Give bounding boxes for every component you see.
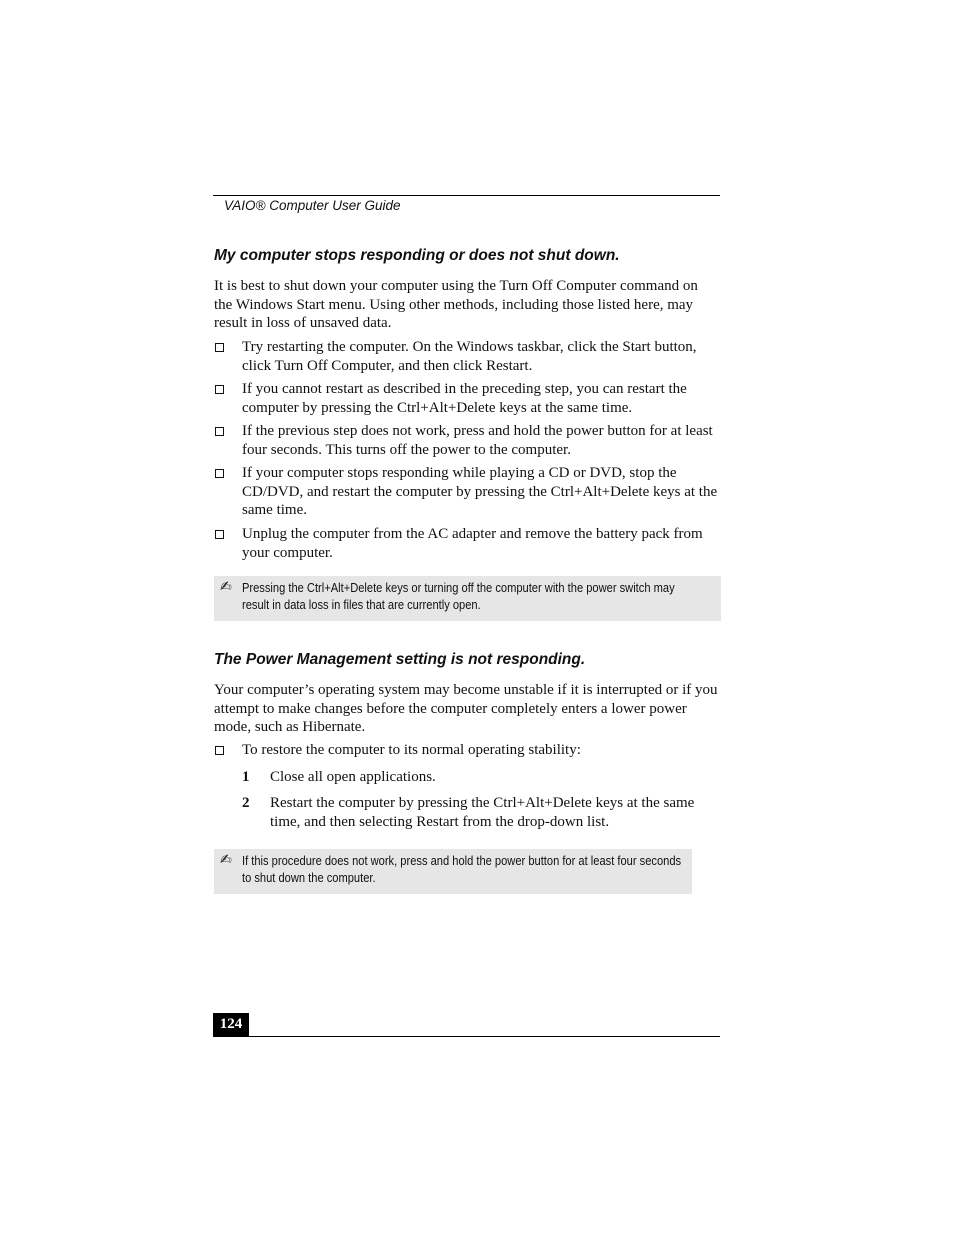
step-text: Restart the computer by pressing the Ctrl+Alt+Delete keys at the same time, and then selecting Restart from the drop-down list.: [270, 795, 695, 830]
section-heading: My computer stops responding or does not shut down.: [214, 247, 620, 264]
checkbox-bullet-icon: [215, 385, 224, 394]
note-box: [214, 849, 692, 894]
running-header: VAIO® Computer User Guide: [224, 198, 401, 213]
bullet-text: To restore the computer to its normal operating stability:: [242, 742, 581, 758]
step-number: 2: [242, 795, 250, 811]
checkbox-bullet-icon: [215, 469, 224, 478]
step-number: 1: [242, 769, 250, 785]
bullet-text: If your computer stops responding while playing a CD or DVD, stop the CD/DVD, and restart the computer by pressing the Ctrl+Alt+Delete keys at the same time.: [242, 465, 718, 519]
checkbox-bullet-icon: [215, 427, 224, 436]
note-box: [214, 576, 721, 621]
checkbox-bullet-icon: [215, 746, 224, 755]
footer-rule: [213, 1036, 720, 1037]
checkbox-bullet-icon: [215, 343, 224, 352]
note-text: If this procedure does not work, press and hold the power button for at least four seconds to shut down the computer.: [242, 854, 682, 885]
note-text: Pressing the Ctrl+Alt+Delete keys or turning off the computer with the power switch may result in data loss in files that are currently open.: [242, 581, 675, 612]
pen-icon: ✍: [220, 579, 232, 595]
body-paragraph: It is best to shut down your computer using the Turn Off Computer command on the Windows Start menu. Using other methods, including those listed here, may result in loss of unsaved data.: [214, 278, 698, 332]
bullet-text: If you cannot restart as described in the preceding step, you can restart the computer by pressing the Ctrl+Alt+Delete keys at the same time.: [242, 381, 687, 416]
pen-icon: ✍: [220, 852, 232, 868]
bullet-text: Try restarting the computer. On the Windows taskbar, click the Start button, click Turn Off Computer, and then click Restart.: [242, 339, 697, 374]
body-paragraph: Your computer’s operating system may become unstable if it is interrupted or if you attempt to make changes before the computer completely enters a lower power mode, such as Hibernate.: [214, 682, 718, 736]
header-rule: [213, 195, 720, 196]
page-number: 124: [213, 1013, 249, 1036]
step-text: Close all open applications.: [270, 769, 436, 785]
checkbox-bullet-icon: [215, 530, 224, 539]
section-heading: The Power Management setting is not responding.: [214, 651, 586, 668]
bullet-text: Unplug the computer from the AC adapter and remove the battery pack from your computer.: [242, 526, 703, 561]
bullet-text: If the previous step does not work, press and hold the power button for at least four seconds. This turns off the power to the computer.: [242, 423, 713, 458]
